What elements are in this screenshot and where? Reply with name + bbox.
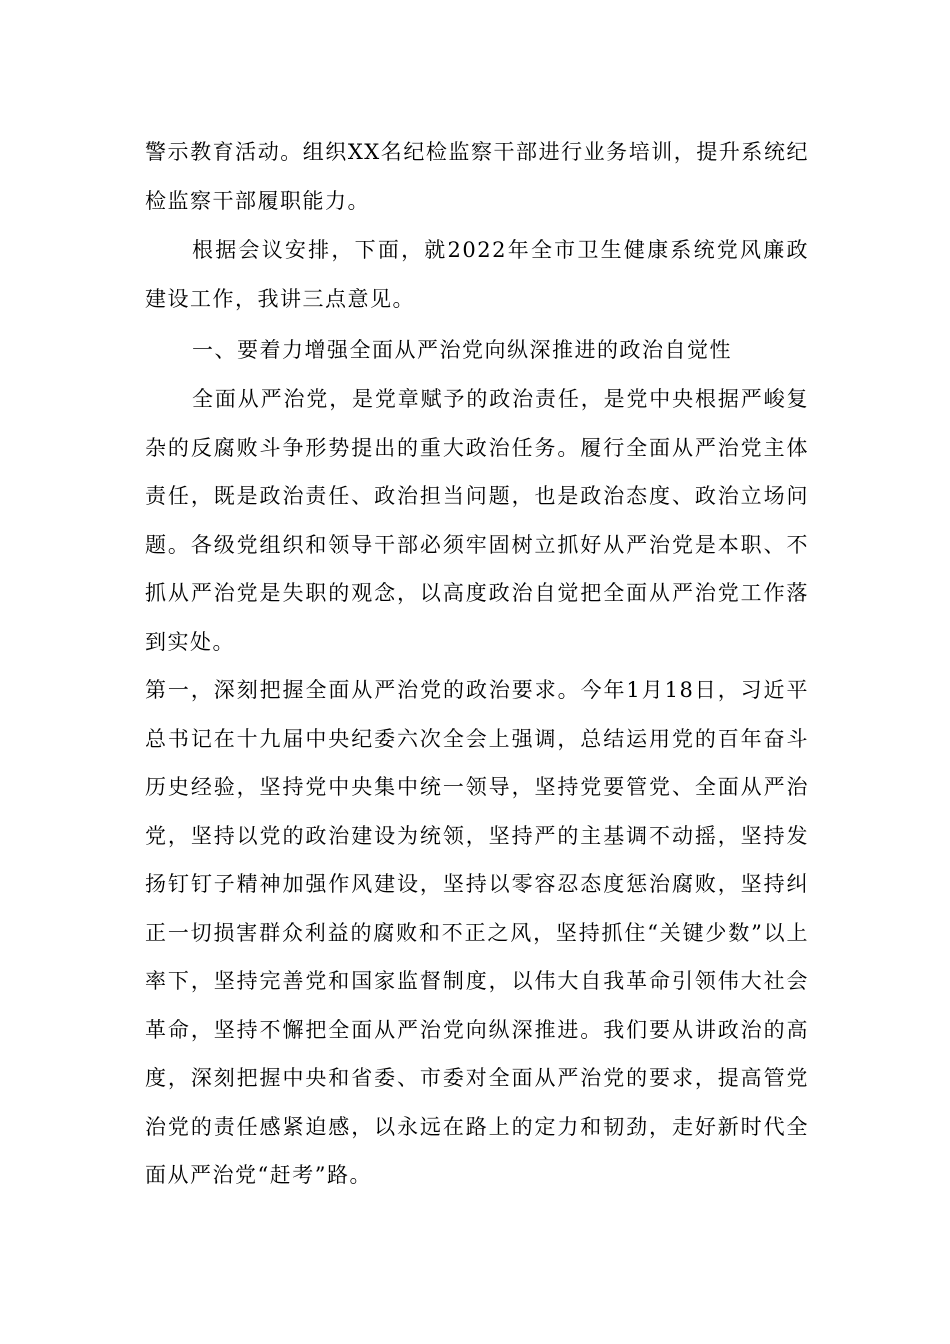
paragraph-continuation: 警示教育活动。组织XX名纪检监察干部进行业务培训，提升系统纪检监察干部履职能力。 bbox=[145, 140, 809, 213]
paragraph-meeting-arrangement: 根据会议安排，下面，就2022年全市卫生健康系统党风廉政建设工作，我讲三点意见。 bbox=[145, 238, 809, 311]
paragraph-first-point: 第一，深刻把握全面从严治党的政治要求。今年1月18日，习近平总书记在十九届中央纪委六次全会上强调，总结运用党的百年奋斗历史经验，坚持党中央集中统一领导，坚持党要管党、全面从严治党，坚持以党的政治建设为统领，坚持严的主基调不动摇，坚持发扬钉钉子精神加强作风建设，坚持以零容忍态度惩治腐败，坚持纠正一切损害群众利益的腐败和不正之风，坚持抓住“关键少数”以上率下，坚持完善党和国家监督制度，以伟大自我革命引领伟大社会革命，坚持不懈把全面从严治党向纵深推进。我们要从讲政治的高度，深刻把握中央和省委、市委对全面从严治党的要求，提高管党治党的责任感紧迫感，以永远在路上的定力和韧劲，走好新时代全面从严治党“赶考”路。 bbox=[145, 678, 809, 1187]
section-heading-1: 一、要着力增强全面从严治党向纵深推进的政治自觉性 bbox=[192, 338, 732, 362]
paragraph-political-responsibility: 全面从严治党，是党章赋予的政治责任，是党中央根据严峻复杂的反腐败斗争形势提出的重大政治任务。履行全面从严治党主体责任，既是政治责任、政治担当问题，也是政治态度、政治立场问题。各级党组织和领导干部必须牢固树立抓好从严治党是本职、不抓从严治党是失职的观念，以高度政治自觉把全面从严治党工作落到实处。 bbox=[145, 387, 809, 654]
